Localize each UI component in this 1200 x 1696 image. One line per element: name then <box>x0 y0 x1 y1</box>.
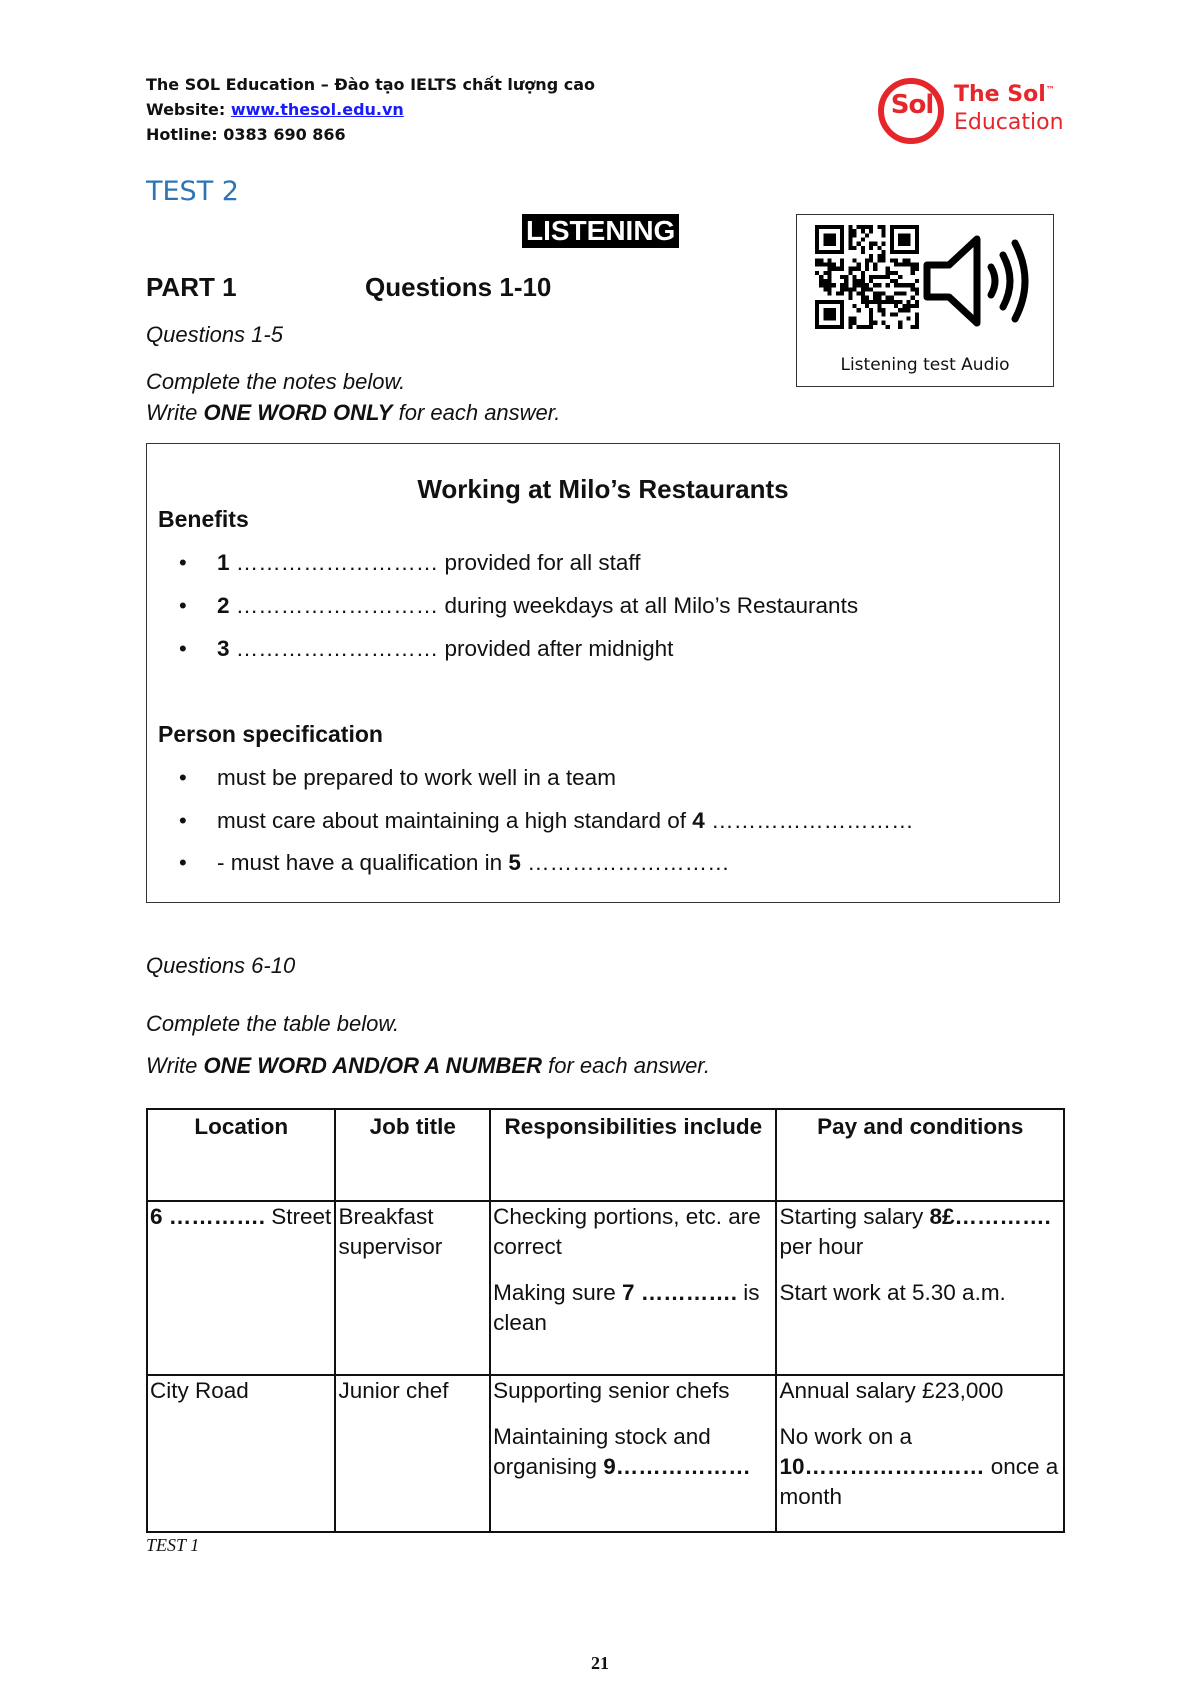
cell-location: 6 …………. Street <box>147 1201 335 1375</box>
logo-name-1: The Sol™ <box>954 82 1055 107</box>
q1-5-instruction-2: Write ONE WORD ONLY for each answer. <box>146 400 561 425</box>
audio-label: Listening test Audio <box>840 355 1010 375</box>
website-link[interactable]: www.thesol.edu.vn <box>230 100 404 119</box>
logo-circle-mark: Sol <box>878 78 944 144</box>
person-spec-item: • must be prepared to work well in a team <box>217 765 616 791</box>
benefit-item: • 1 ……………………… provided for all staff <box>217 550 640 576</box>
cell-location: City Road <box>147 1375 335 1532</box>
column-header: Location <box>147 1109 335 1201</box>
header-hotline: Hotline: 0383 690 866 <box>146 125 346 144</box>
logo-name-2: Education <box>954 110 1064 135</box>
notes-box <box>146 443 1060 903</box>
footer-test-note: TEST 1 <box>146 1535 200 1555</box>
benefits-heading: Benefits <box>158 506 249 532</box>
q1-5-heading: Questions 1-5 <box>146 322 283 347</box>
table-row <box>147 1201 1064 1375</box>
q6-10-instruction-1: Complete the table below. <box>146 1011 400 1036</box>
table-header-row <box>147 1109 1064 1201</box>
person-spec-item: • - must have a qualification in 5 ……………………… <box>217 850 730 876</box>
cell-job: Breakfast supervisor <box>335 1201 490 1375</box>
cell-pay: Starting salary 8£…………. per hour Start work at 5.30 a.m. <box>776 1201 1064 1375</box>
q1-5-instruction-1: Complete the notes below. <box>146 369 406 394</box>
qr-code-icon <box>815 225 919 329</box>
column-header: Job title <box>335 1109 490 1201</box>
cell-job: Junior chef <box>335 1375 490 1532</box>
column-header: Responsibilities include <box>490 1109 776 1201</box>
section-title: LISTENING <box>522 214 679 248</box>
table-row <box>147 1375 1064 1532</box>
document-header <box>146 72 595 147</box>
notes-title: Working at Milo’s Restaurants <box>417 474 789 504</box>
jobs-table <box>146 1108 1065 1533</box>
part-label: PART 1 <box>146 272 237 302</box>
cell-responsibilities: Supporting senior chefs Maintaining stock and organising 9……………… <box>490 1375 776 1532</box>
person-spec-heading: Person specification <box>158 721 383 747</box>
benefit-item: • 2 ……………………… during weekdays at all Milo’s Restaurants <box>217 593 858 619</box>
q6-10-instruction-2: Write ONE WORD AND/OR A NUMBER for each answer. <box>146 1053 710 1078</box>
cell-responsibilities: Checking portions, etc. are correct Making sure 7 …………. is clean <box>490 1201 776 1375</box>
test-title: TEST 2 <box>146 176 239 207</box>
questions-range: Questions 1-10 <box>365 272 552 302</box>
header-website: Website: www.thesol.edu.vn <box>146 100 404 119</box>
q6-10-heading: Questions 6-10 <box>146 953 296 978</box>
benefit-item: • 3 ……………………… provided after midnight <box>217 636 673 662</box>
cell-pay: Annual salary £23,000 No work on a 10…………………… once a month <box>776 1375 1064 1532</box>
speaker-icon <box>921 229 1037 333</box>
audio-qr-box[interactable] <box>796 214 1054 387</box>
sol-logo <box>878 76 1068 148</box>
header-line-1: The SOL Education – Đào tạo IELTS chất lượng cao <box>146 75 595 94</box>
page-number: 21 <box>591 1653 609 1673</box>
person-spec-item: • must care about maintaining a high standard of 4 ……………………… <box>217 808 914 834</box>
column-header: Pay and conditions <box>776 1109 1064 1201</box>
